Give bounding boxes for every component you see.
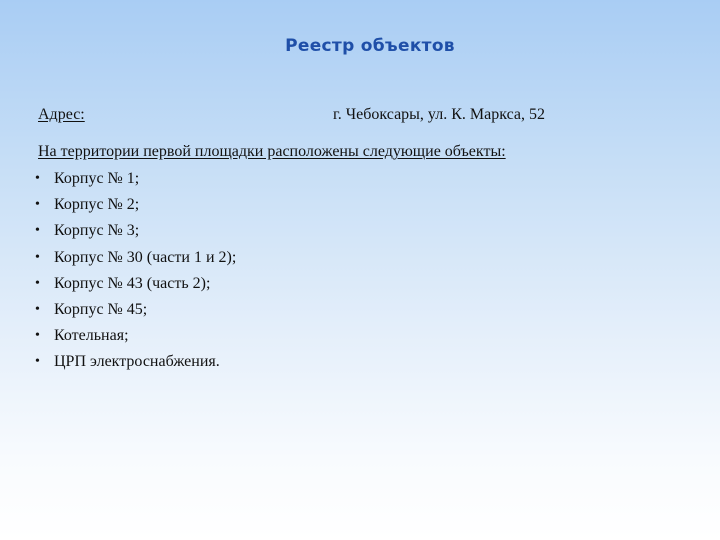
bullet-icon: • <box>35 249 40 265</box>
list-item-label: Котельная; <box>54 327 129 345</box>
list-item <box>35 168 236 194</box>
list-item-label: Корпус № 3; <box>54 222 140 240</box>
bullet-icon: • <box>35 301 40 317</box>
list-item <box>35 299 236 325</box>
bullet-icon: • <box>35 354 40 370</box>
list-item <box>35 247 236 273</box>
bullet-icon: • <box>35 223 40 239</box>
page-title: Реестр объектов <box>285 36 455 56</box>
bullet-icon: • <box>35 171 40 186</box>
list-item <box>35 351 236 377</box>
list-item-label: Корпус № 1; <box>54 170 140 187</box>
objects-list <box>35 168 236 378</box>
intro-text: На территории первой площадки расположены следующие объекты: <box>38 143 506 160</box>
address-label: Адрес: <box>38 106 85 123</box>
address-value: г. Чебоксары, ул. К. Маркса, 52 <box>333 106 545 123</box>
list-item-label: ЦРП электроснабжения. <box>54 353 220 371</box>
bullet-icon: • <box>35 197 40 213</box>
list-item-label: Корпус № 30 (части 1 и 2); <box>54 248 237 266</box>
list-item <box>35 273 236 299</box>
list-item-label: Корпус № 2; <box>54 196 140 214</box>
list-item <box>35 220 236 246</box>
list-item <box>35 194 236 220</box>
bullet-icon: • <box>35 275 40 291</box>
list-item <box>35 325 236 351</box>
bullet-icon: • <box>35 328 40 344</box>
list-item-label: Корпус № 45; <box>54 300 148 318</box>
list-item-label: Корпус № 43 (часть 2); <box>54 274 211 292</box>
